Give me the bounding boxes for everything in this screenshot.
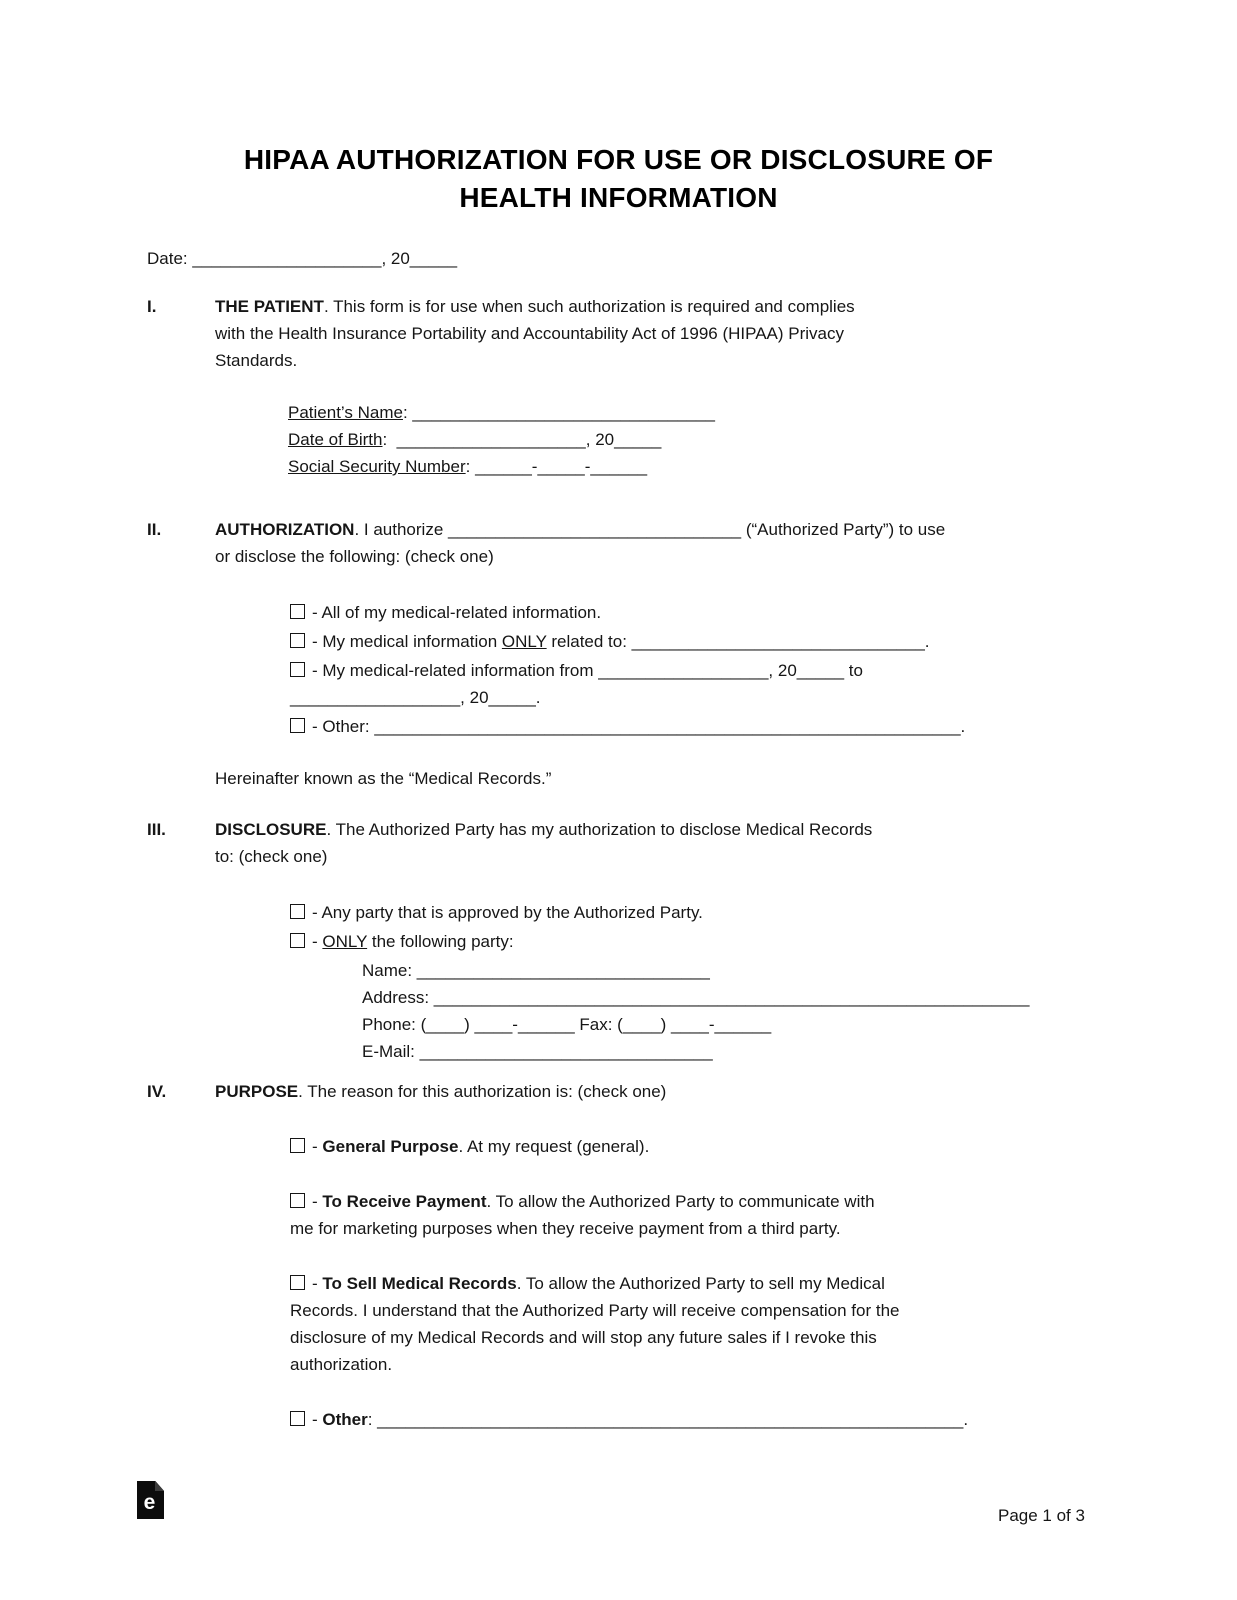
option-sell-records-text-1: . To allow the Authorized Party to sell my Medical <box>516 1274 885 1293</box>
option-date-range-line-1: - My medical-related information from __________________, 20_____ to <box>312 661 863 680</box>
patient-name-label: Patient’s Name <box>288 403 403 422</box>
title-line-2: HEALTH INFORMATION <box>459 182 778 213</box>
option-other-authorization <box>290 713 1099 740</box>
option-all-medical-info-label: - All of my medical-related information. <box>312 603 602 622</box>
option-only-party-post: the following party: <box>367 932 514 951</box>
section-1-text-line-3: Standards. <box>215 351 298 370</box>
section-numeral-2: II. <box>147 520 162 539</box>
checkbox-icon[interactable] <box>290 1275 305 1290</box>
option-general-purpose-text: . At my request (general). <box>458 1137 650 1156</box>
option-only-following-party <box>290 928 1099 955</box>
option-other-authorization-label: - Other: ______________________________________________________________. <box>312 717 966 736</box>
party-contact-fields <box>362 957 1099 1065</box>
party-phone-fax-field[interactable]: Phone: (____) ____-______ Fax: (____) ____-______ <box>362 1015 772 1034</box>
checkbox-icon[interactable] <box>290 633 305 648</box>
option-receive-payment-text-1: . To allow the Authorized Party to communicate with <box>486 1192 875 1211</box>
option-only-party-pre: - <box>312 932 323 951</box>
section-disclosure <box>147 816 1237 1065</box>
section-2-text-line-1: . I authorize <box>354 520 449 539</box>
option-any-approved-party-label: - Any party that is approved by the Authorized Party. <box>312 903 703 922</box>
section-heading-purpose: PURPOSE <box>215 1082 299 1101</box>
section-2-text-line-1-tail: (“Authorized Party”) to use <box>741 520 946 539</box>
checkbox-icon[interactable] <box>290 904 305 919</box>
date-of-birth-label: Date of Birth <box>288 430 383 449</box>
option-receive-payment-text-2: me for marketing purposes when they receive payment from a third party. <box>290 1219 841 1238</box>
option-all-medical-info <box>290 599 1099 626</box>
section-4-text-line-1: . The reason for this authorization is: (check one) <box>298 1082 667 1101</box>
section-numeral-3: III. <box>147 820 166 839</box>
option-general-purpose <box>290 1133 1099 1160</box>
authorized-party-blank[interactable]: _______________________________ <box>448 520 742 539</box>
section-numeral-4: IV. <box>147 1082 167 1101</box>
logo-letter: e <box>143 1491 156 1514</box>
section-heading-disclosure: DISCLOSURE <box>215 820 327 839</box>
section-purpose <box>147 1078 1237 1435</box>
checkbox-icon[interactable] <box>290 1138 305 1153</box>
section-3-text-line-1: . The Authorized Party has my authorization to disclose Medical Records <box>326 820 873 839</box>
option-sell-records-text-4: authorization. <box>290 1355 393 1374</box>
option-only-related-pre: - My medical information <box>312 632 502 651</box>
medical-records-note: Hereinafter known as the “Medical Records.” <box>215 769 552 788</box>
date-blank[interactable]: ____________________ <box>192 249 382 268</box>
dash-separator: - <box>312 1410 323 1429</box>
patient-name-blank: : ________________________________ <box>402 403 715 422</box>
section-3-text-line-2: to: (check one) <box>215 847 328 866</box>
date-of-birth-field[interactable] <box>288 426 1099 453</box>
party-name-field[interactable]: Name: _______________________________ <box>362 961 710 980</box>
party-address-field[interactable]: Address: _______________________________________________________________ <box>362 988 1030 1007</box>
document-title <box>0 0 1237 217</box>
checkbox-icon[interactable] <box>290 604 305 619</box>
authorization-options <box>290 599 1099 740</box>
section-the-patient <box>147 293 1237 480</box>
date-field <box>147 245 1237 272</box>
option-only-word: ONLY <box>501 632 547 651</box>
option-only-related-info <box>290 628 1099 655</box>
option-only-party-word: ONLY <box>322 932 368 951</box>
checkbox-icon[interactable] <box>290 1193 305 1208</box>
option-other-purpose-text: : ______________________________________________________________. <box>367 1410 969 1429</box>
party-email-field[interactable]: E-Mail: _______________________________ <box>362 1042 713 1061</box>
checkbox-icon[interactable] <box>290 718 305 733</box>
purpose-options <box>290 1133 1099 1433</box>
option-only-related-post: related to: _______________________________. <box>546 632 930 651</box>
ssn-field[interactable] <box>288 453 1099 480</box>
option-general-purpose-title: General Purpose <box>322 1137 459 1156</box>
ssn-label: Social Security Number <box>288 457 466 476</box>
ssn-blank: : ______-_____-______ <box>465 457 648 476</box>
title-line-1: HIPAA AUTHORIZATION FOR USE OR DISCLOSURE OF <box>243 144 994 175</box>
section-2-text-line-2: or disclose the following: (check one) <box>215 547 494 566</box>
date-label: Date: <box>147 249 193 268</box>
option-to-receive-payment <box>290 1188 1099 1242</box>
option-any-approved-party <box>290 899 1099 926</box>
option-other-purpose-title: Other <box>322 1410 368 1429</box>
option-date-range-info <box>290 657 1099 711</box>
section-1-text-line-2: with the Health Insurance Portability and Accountability Act of 1996 (HIPAA) Privacy <box>215 324 844 343</box>
section-heading-the-patient: THE PATIENT <box>215 297 324 316</box>
option-date-range-line-2: __________________, 20_____. <box>290 688 541 707</box>
dash-separator: - <box>312 1274 323 1293</box>
eforms-logo <box>137 1481 164 1519</box>
disclosure-options <box>290 899 1099 1065</box>
section-1-text-line-1: . This form is for use when such authorization is required and complies <box>323 297 855 316</box>
option-sell-records-title: To Sell Medical Records <box>322 1274 517 1293</box>
date-year-suffix: , 20_____ <box>381 249 458 268</box>
option-to-sell-medical-records <box>290 1270 1099 1378</box>
patient-fields <box>288 399 1099 480</box>
section-heading-authorization: AUTHORIZATION <box>215 520 355 539</box>
option-other-purpose <box>290 1406 1099 1433</box>
date-of-birth-blank: : ____________________, 20_____ <box>382 430 662 449</box>
checkbox-icon[interactable] <box>290 662 305 677</box>
patient-name-field[interactable] <box>288 399 1099 426</box>
dash-separator: - <box>312 1192 323 1211</box>
option-sell-records-text-3: disclosure of my Medical Records and will stop any future sales if I revoke this <box>290 1328 877 1347</box>
section-numeral-1: I. <box>147 297 157 316</box>
option-sell-records-text-2: Records. I understand that the Authorized Party will receive compensation for the <box>290 1301 900 1320</box>
page-number: Page 1 of 3 <box>998 1506 1085 1525</box>
checkbox-icon[interactable] <box>290 1411 305 1426</box>
option-receive-payment-title: To Receive Payment <box>322 1192 487 1211</box>
section-authorization <box>147 516 1237 792</box>
dash-separator: - <box>312 1137 323 1156</box>
checkbox-icon[interactable] <box>290 933 305 948</box>
